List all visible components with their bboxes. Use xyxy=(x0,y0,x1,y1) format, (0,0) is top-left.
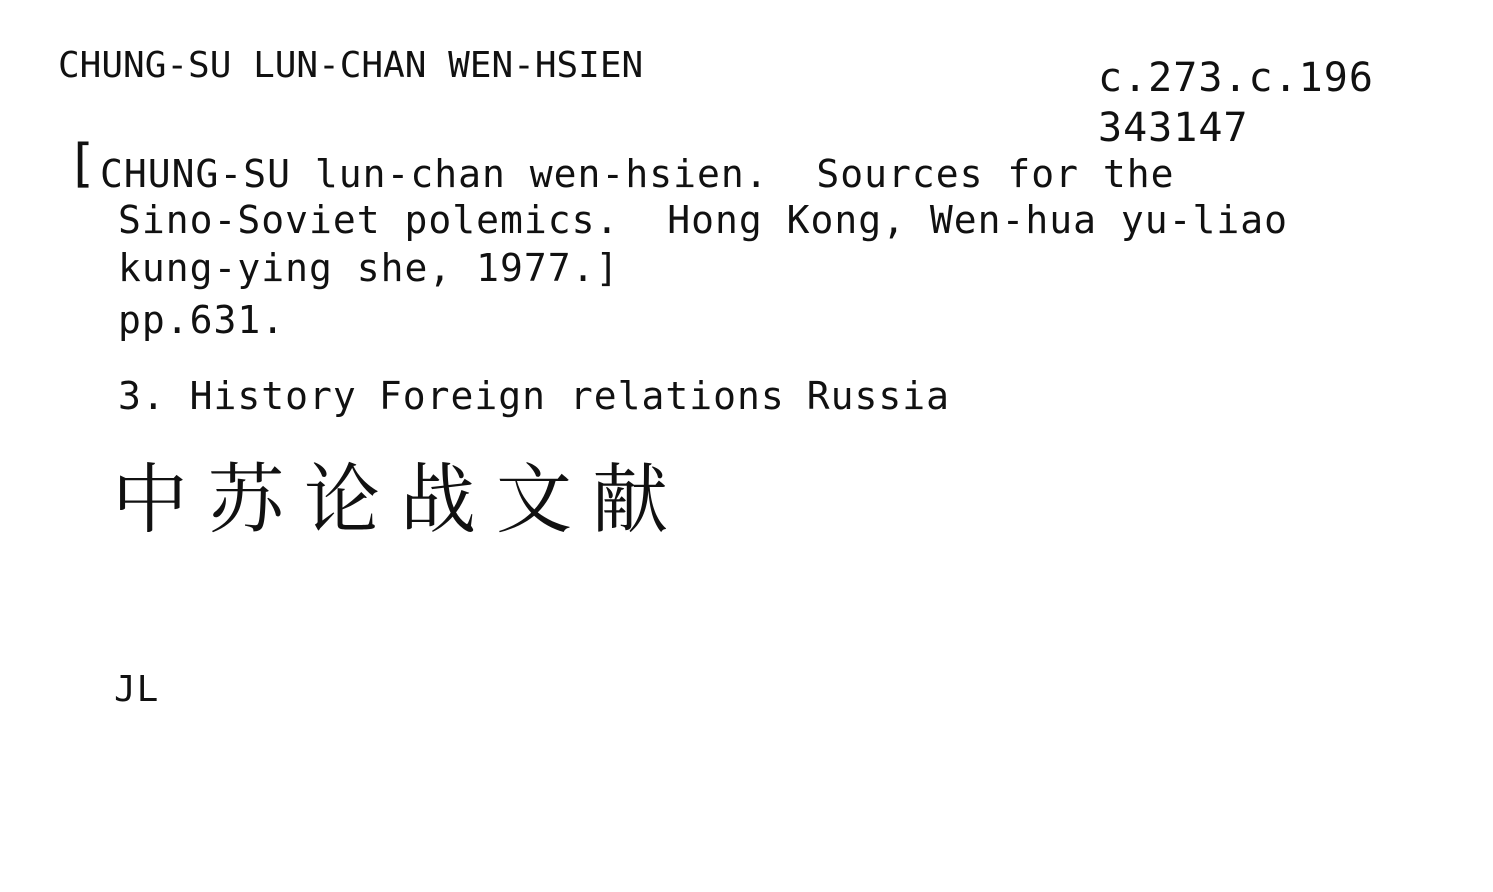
cataloguer-initials: JL xyxy=(114,669,160,710)
subject-number: 3. xyxy=(118,374,166,418)
subject-part-history: History xyxy=(189,374,357,418)
accession-number: 343147 xyxy=(1098,105,1249,151)
pagination: pp.631. xyxy=(118,298,286,342)
title-line-2: Sino-Soviet polemics. Hong Kong, Wen-hua yu-liao xyxy=(118,198,1289,242)
subject-heading xyxy=(118,374,950,418)
title-line-1: CHUNG-SU lun-chan wen-hsien. Sources for the xyxy=(100,152,1175,196)
card-heading: CHUNG-SU LUN-CHAN WEN-HSIEN xyxy=(58,45,644,86)
shelfmark: c.273.c.196 xyxy=(1098,55,1374,101)
title-open-bracket: [ xyxy=(66,134,98,194)
title-line-3: kung-ying she, 1977.] xyxy=(118,246,620,290)
subject-part-foreign-relations: Foreign relations xyxy=(378,374,785,418)
handwritten-chinese-title: 中苏论战文献 xyxy=(112,455,688,544)
subject-part-russia: Russia xyxy=(806,374,951,418)
